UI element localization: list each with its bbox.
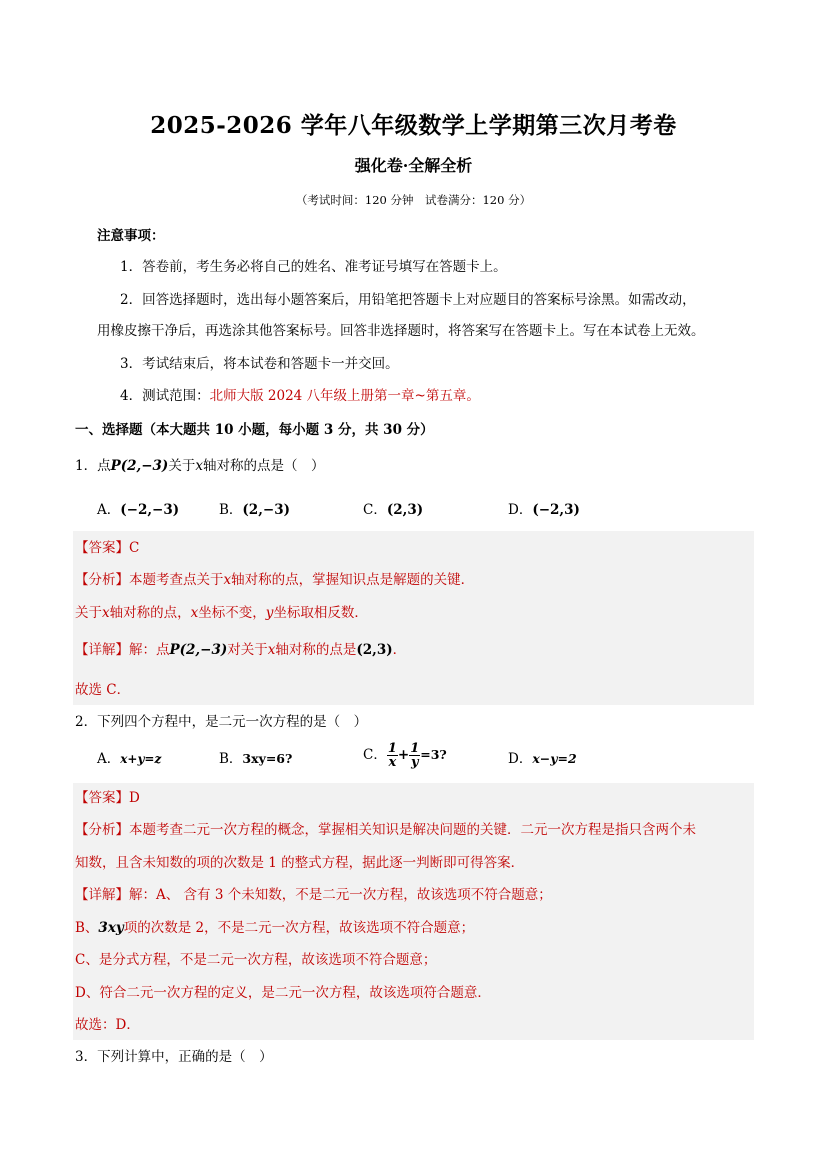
- q1-conclusion: 故选 C．: [75, 682, 131, 698]
- note-item-4: [120, 386, 480, 406]
- note-item-2: 2．回答选择题时，选出每小题答案后，用铅笔把答题卡上对应题目的答案标号涂黑。如需改动，: [120, 292, 696, 308]
- section-heading: [75, 420, 434, 440]
- q2-detail-b: B、3xy项的次数是 2，不是二元一次方程，故该选项不符合题意；: [75, 920, 475, 936]
- note-item-1: 1．答卷前，考生务必将自己的姓名、准考证号填写在答题卡上。: [120, 259, 507, 275]
- q2-detail-c: C、是分式方程，不是二元一次方程，故该选项不符合题意；: [75, 952, 437, 968]
- scope-value: 北师大版 2024 八年级上册第一章~第五章。: [209, 388, 480, 404]
- q2-option-b: B．3xy=6?: [219, 751, 293, 767]
- question-1-stem: 1．点P(2,−3)关于x轴对称的点是（ ）: [75, 458, 325, 474]
- q1-option-a: A．(−2,−3): [97, 502, 180, 518]
- note-item-2-cont: 用橡皮擦干净后，再选涂其他答案标号。回答非选择题时，将答案写在答题卡上。写在本试卷上无效。: [97, 323, 705, 339]
- scope-label: 4．测试范围：: [120, 388, 210, 404]
- q1-analysis: 【分析】本题考查点关于x轴对称的点，掌握知识点是解题的关键．: [75, 572, 475, 588]
- section-title: 一、选择题: [75, 422, 143, 438]
- q2-option-d: D．x−y=2: [508, 751, 577, 767]
- q1-answer: 【答案】C: [75, 540, 140, 556]
- q2-conclusion: 故选：D．: [75, 1017, 140, 1033]
- q2-option-a: A．x+y=z: [97, 751, 162, 767]
- point-p: P(2,−3): [110, 458, 169, 474]
- q2-analysis-1: 【分析】本题考查二元一次方程的概念，掌握相关知识是解决问题的关键．二元一次方程是指只含两个未: [75, 822, 696, 838]
- note-item-3: 3．考试结束后，将本试卷和答题卡一并交回。: [120, 356, 399, 372]
- q1-option-d: D．(−2,3): [508, 502, 580, 518]
- q2-analysis-2: 知数，且含未知数的项的次数是 1 的整式方程，据此逐一判断即可得答案．: [75, 855, 525, 871]
- page-subtitle: 强化卷·全解全析: [354, 156, 473, 175]
- page-title: 2025-2026 学年八年级数学上学期第三次月考卷: [150, 112, 677, 139]
- notes-heading: 注意事项：: [97, 228, 165, 244]
- q2-detail-a: 【详解】解：A、 含有 3 个未知数，不是二元一次方程，故该选项不符合题意；: [75, 887, 552, 903]
- q1-detail: 【详解】解：点P(2,−3)对关于x轴对称的点是(2,3)．: [75, 642, 407, 658]
- question-2-stem: 2．下列四个方程中，是二元一次方程的是（ ）: [75, 714, 368, 730]
- section-detail: （本大题共 10 小题，每小题 3 分，共 30 分）: [142, 422, 434, 438]
- q1-option-b: B．(2,−3): [219, 502, 290, 518]
- q2-detail-d: D、符合二元一次方程的定义，是二元一次方程，故该选项符合题意．: [75, 985, 491, 1001]
- q2-option-c: C． $\frac{1}{x}$ + $\frac{1}{y}$ =3?: [363, 741, 447, 770]
- q2-answer: 【答案】D: [75, 790, 140, 806]
- exam-info: （考试时间：120 分钟 试卷满分：120 分）: [295, 193, 532, 207]
- q1-rule: 关于x轴对称的点，x坐标不变，y坐标取相反数．: [75, 605, 368, 621]
- question-3-stem: 3．下列计算中，正确的是（ ）: [75, 1049, 273, 1065]
- q1-option-c: C．(2,3): [363, 502, 424, 518]
